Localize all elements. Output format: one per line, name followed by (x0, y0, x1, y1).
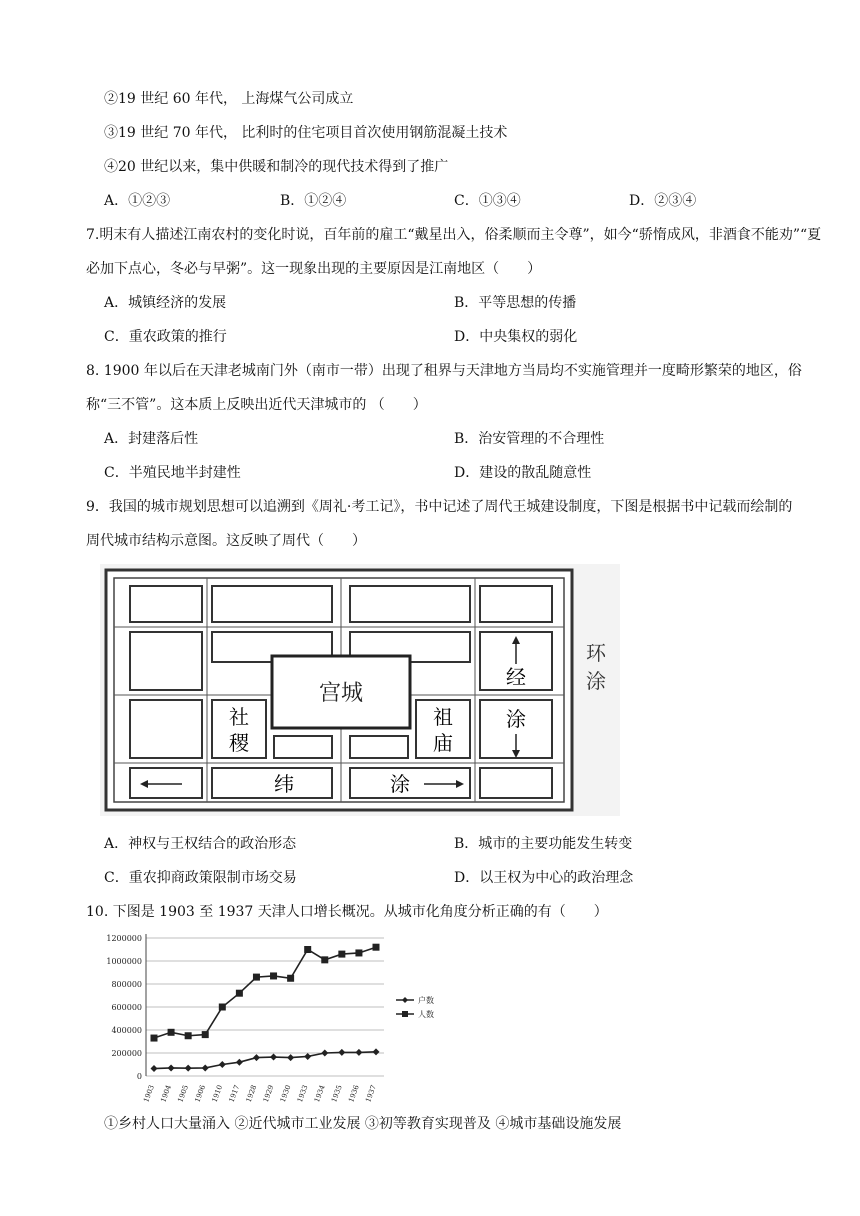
population-point (321, 956, 328, 963)
q7-option-a: A．城镇经济的发展 (104, 295, 227, 311)
population-point (236, 990, 243, 997)
q7-stem-line1: 7.明末有人描述江南农村的变化时说，百年前的雇工“戴星出入，俗柔顺而主令尊”，如今“骄惰成风，非酒食不能劝”“夏 (86, 227, 822, 243)
households-point (304, 1053, 311, 1060)
households-point (287, 1054, 294, 1061)
x-tick-label: 1910 (210, 1083, 225, 1104)
x-tick-label: 1937 (364, 1083, 378, 1104)
x-tick-label: 1934 (313, 1083, 327, 1104)
q6-option-a: A．①②③ (104, 193, 171, 209)
x-tick-label: 1903 (142, 1083, 156, 1104)
q9-stem-line2: 周代城市结构示意图。这反映了周代（ ） (86, 533, 366, 549)
population-chart (94, 930, 450, 1110)
legend-marker (402, 1011, 408, 1017)
population-point (151, 1035, 158, 1042)
population-point (304, 946, 311, 953)
households-point (373, 1048, 380, 1055)
households-point (185, 1065, 192, 1072)
x-tick-label: 1933 (295, 1083, 310, 1104)
legend-label: 人数 (418, 1010, 434, 1019)
households-point (151, 1065, 158, 1072)
y-tick-label: 1000000 (106, 957, 142, 966)
legend-label: 户数 (418, 996, 434, 1005)
households-point (202, 1064, 209, 1071)
households-point (236, 1059, 243, 1066)
population-point (373, 944, 380, 951)
q8-option-b: B．治安管理的不合理性 (454, 431, 605, 447)
weft-road-label-2: 涂 (390, 772, 410, 796)
y-tick-label: 800000 (111, 980, 142, 989)
q7-option-b: B．平等思想的传播 (454, 295, 577, 311)
q9-option-b: B．城市的主要功能发生转变 (454, 836, 633, 852)
q8-stem-line2: 称“三不管”。这本质上反映出近代天津城市的 （ ） (86, 397, 427, 413)
q6-item-3: ③19 世纪 70 年代， 比利时的住宅项目首次使用钢筋混凝土技术 (104, 125, 508, 141)
warp-road-label-2: 涂 (506, 707, 526, 731)
sheji-label-1: 社 (229, 705, 249, 729)
households-point (253, 1054, 260, 1061)
q9-option-a: A．神权与王权结合的政治形态 (104, 836, 297, 852)
y-tick-label: 200000 (111, 1049, 142, 1058)
y-tick-label: 600000 (111, 1003, 142, 1012)
population-point (338, 951, 345, 958)
q8-option-a: A．封建落后性 (104, 431, 199, 447)
households-point (321, 1050, 328, 1057)
q8-option-c: C．半殖民地半封建性 (104, 465, 241, 481)
sheji-label-2: 稷 (229, 731, 249, 755)
x-tick-label: 1906 (193, 1083, 208, 1104)
y-tick-label: 0 (136, 1072, 142, 1081)
q7-stem-line2: 必加下点心，冬必与早粥”。这一现象出现的主要原因是江南地区（ ） (86, 261, 542, 277)
q8-stem-line1: 8. 1900 年以后在天津老城南门外（南市一带）出现了租界与天津地方当局均不实施管理并一度畸形繁荣的地区，俗 (86, 363, 802, 379)
households-point (338, 1049, 345, 1056)
population-point (219, 1004, 226, 1011)
palace-label: 宫城 (318, 681, 364, 706)
x-tick-label: 1905 (176, 1083, 191, 1104)
ring-road-label-2: 涂 (586, 669, 606, 693)
households-point (168, 1064, 175, 1071)
x-tick-label: 1917 (227, 1083, 242, 1104)
population-point (270, 972, 277, 979)
q7-option-c: C．重农政策的推行 (104, 329, 227, 345)
weft-road-label-1: 纬 (274, 772, 294, 796)
q10-stem: 10. 下图是 1903 至 1937 天津人口增长概况。从城市化角度分析正确的有（ ） (86, 904, 608, 920)
x-tick-label: 1936 (347, 1083, 361, 1104)
q6-item-2: ②19 世纪 60 年代， 上海煤气公司成立 (104, 91, 354, 107)
x-tick-label: 1929 (261, 1083, 276, 1104)
warp-road-label-1: 经 (506, 665, 526, 689)
population-point (202, 1031, 209, 1038)
zumiao-label-2: 庙 (433, 731, 453, 755)
households-point (219, 1061, 226, 1068)
q9-option-d: D．以王权为中心的政治理念 (454, 870, 634, 886)
q9-stem-line1: 9．我国的城市规划思想可以追溯到《周礼·考工记》，书中记述了周代王城建设制度，下图是根据书中记载而绘制的 (86, 499, 793, 515)
q7-option-d: D．中央集权的弱化 (454, 329, 578, 345)
q9-option-c: C．重农抑商政策限制市场交易 (104, 870, 297, 886)
q6-item-4: ④20 世纪以来，集中供暖和制冷的现代技术得到了推广 (104, 159, 449, 175)
x-tick-label: 1928 (244, 1083, 259, 1104)
zhou-city-diagram (100, 564, 620, 816)
population-point (185, 1032, 192, 1039)
population-point (355, 949, 362, 956)
q10-statements: ①乡村人口大量涌入 ②近代城市工业发展 ③初等教育实现普及 ④城市基础设施发展 (104, 1116, 622, 1132)
population-point (287, 975, 294, 982)
q6-option-d: D．②③④ (629, 193, 697, 209)
population-point (168, 1029, 175, 1036)
y-tick-label: 400000 (111, 1026, 142, 1035)
population-point (253, 974, 260, 981)
households-point (355, 1049, 362, 1056)
households-point (270, 1054, 277, 1061)
q6-option-c: C．①③④ (454, 193, 521, 209)
x-tick-label: 1904 (159, 1083, 173, 1104)
zumiao-label-1: 祖 (433, 705, 453, 729)
x-tick-label: 1935 (330, 1083, 344, 1104)
ring-road-label-1: 环 (586, 641, 606, 665)
legend-marker (402, 997, 408, 1003)
x-tick-label: 1930 (278, 1083, 293, 1104)
q6-option-b: B．①②④ (280, 193, 347, 209)
y-tick-label: 1200000 (106, 934, 142, 943)
q8-option-d: D．建设的散乱随意性 (454, 465, 592, 481)
